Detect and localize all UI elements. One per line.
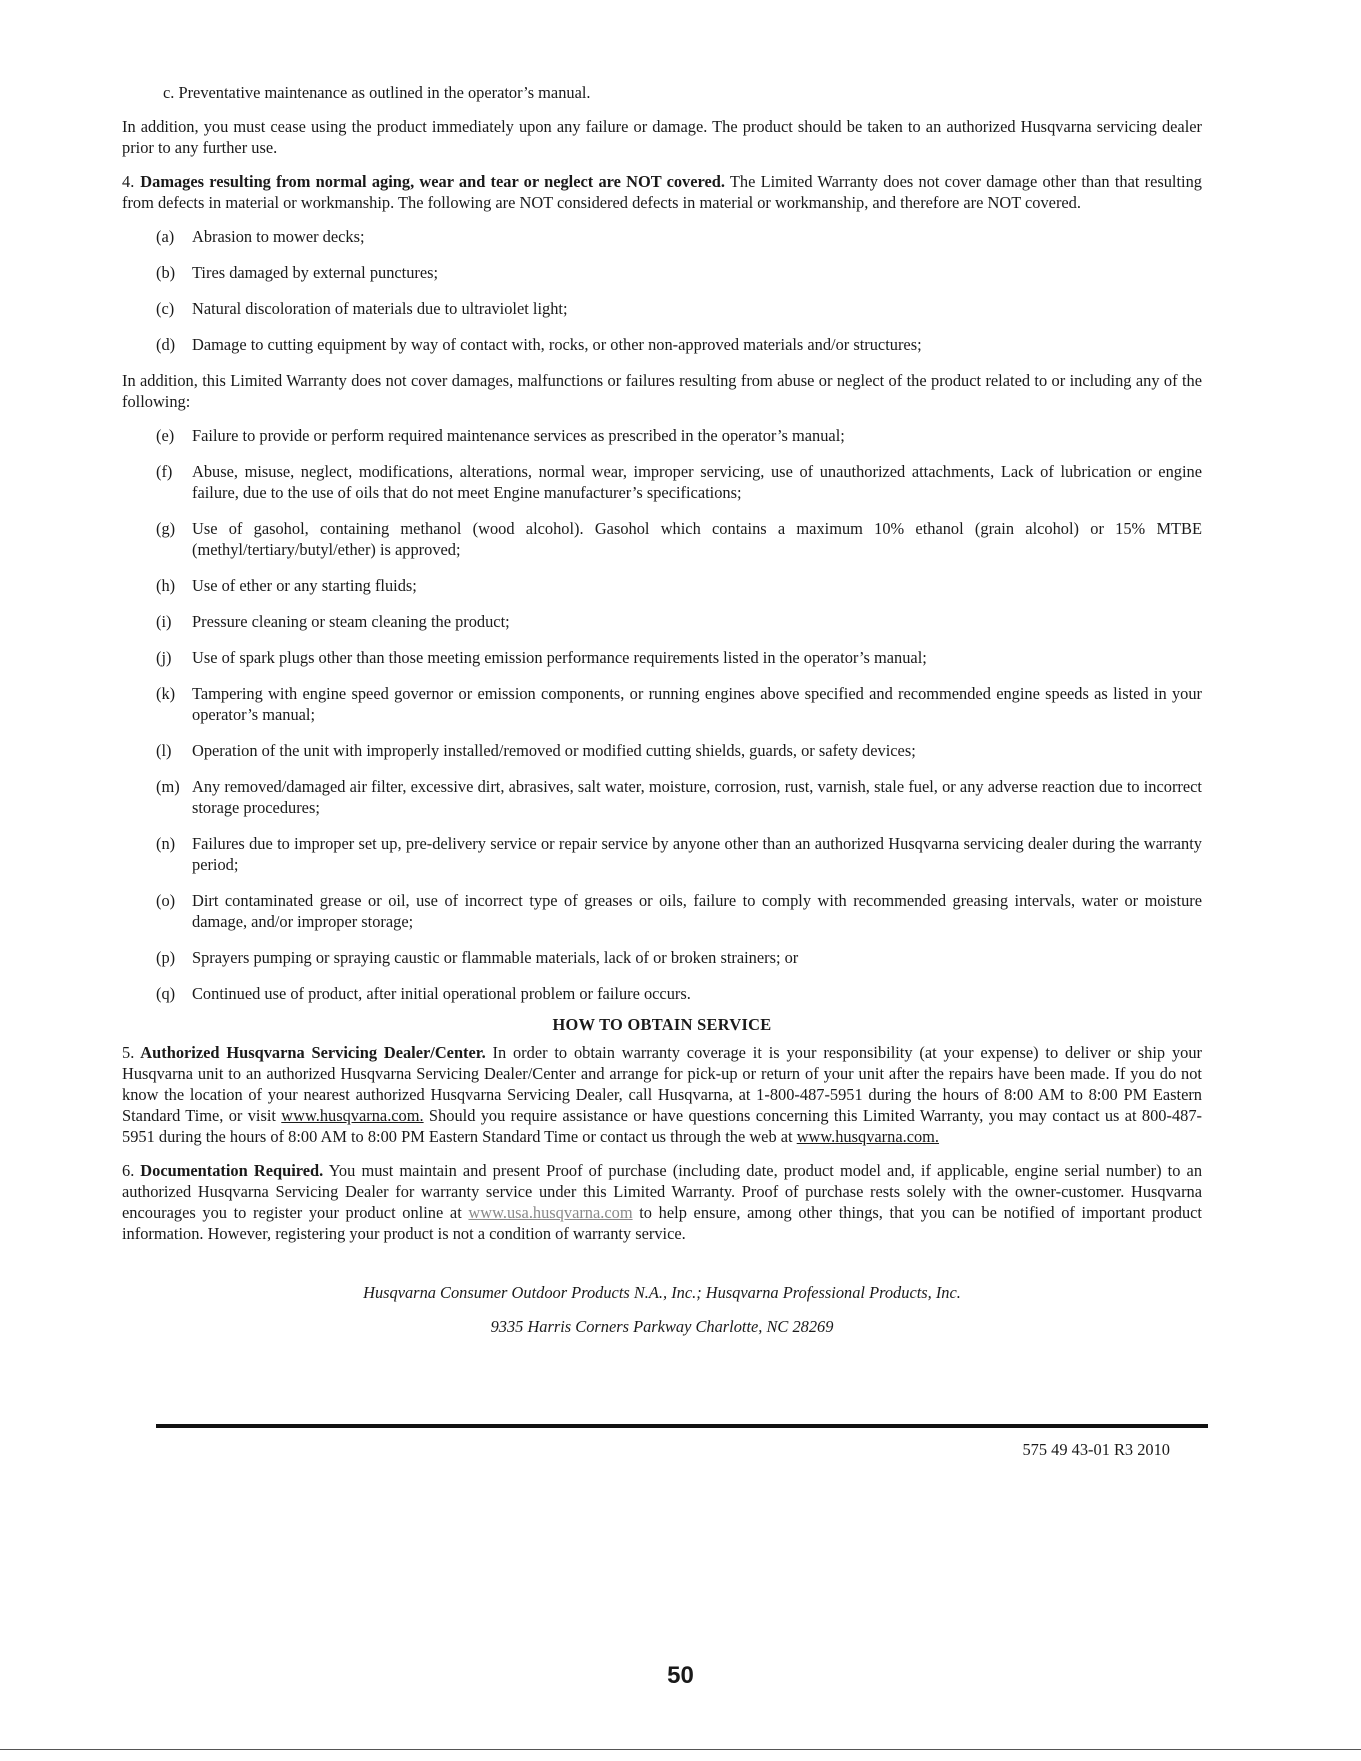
section-5-number: 5.: [122, 1043, 135, 1062]
list-letter: (q): [156, 984, 176, 1003]
list-item: [156, 647, 1202, 668]
product-registration-link[interactable]: www.usa.husqvarna.com: [468, 1203, 633, 1222]
form-number: 575 49 43-01 R3 2010: [1022, 1440, 1170, 1459]
list-text: Any removed/damaged air filter, excessive dirt, abrasives, salt water, moisture, corrosion, rust, varnish, stale fuel, or any adverse reaction due to incorrect storage procedures;: [192, 777, 1202, 817]
list-item: [156, 983, 1202, 1004]
list-text: Failure to provide or perform required maintenance services as prescribed in the operator’s manual;: [192, 426, 845, 445]
list-text: Use of ether or any starting fluids;: [192, 576, 417, 595]
list-item: [156, 776, 1202, 818]
list-text: Natural discoloration of materials due to ultraviolet light;: [192, 299, 568, 318]
section-6-number: 6.: [122, 1161, 135, 1180]
list-letter: (j): [156, 648, 172, 667]
company-address: 9335 Harris Corners Parkway Charlotte, NC 28269: [490, 1317, 834, 1336]
list-letter: (m): [156, 777, 180, 796]
list-item: [156, 890, 1202, 932]
list-text: Tires damaged by external punctures;: [192, 263, 439, 282]
company-info: [122, 1282, 1202, 1337]
section-5-body-1: In order to obtain warranty coverage it is your responsibility (at your expense) to deliver or ship your Husqvarna unit to an authorized Husqvarna Servicing Dealer/Center and arrange for pick-up or return of your unit after the repairs have been made. If you do not know the location of your nearest authorized Husqvarna Servicing Dealer, call Husqvarna, at 1-800-487-5951 during the hours of 8:00 AM to 8:00 PM Eastern Standard Time, or visit: [122, 1043, 1202, 1125]
list-letter: (g): [156, 519, 176, 538]
list-letter: (d): [156, 335, 176, 354]
section-4-body: The Limited Warranty does not cover damage other than that resulting from defects in material or workmanship. The following are NOT considered defects in material or workmanship, and therefore are NOT covered.: [122, 172, 1202, 212]
list-item: [156, 226, 1202, 247]
list-letter: (e): [156, 426, 175, 445]
list-text: Operation of the unit with improperly installed/removed or modified cutting shields, guards, or safety devices;: [192, 741, 916, 760]
how-to-obtain-service-heading: HOW TO OBTAIN SERVICE: [552, 1015, 772, 1034]
bottom-edge-rule: [0, 1749, 1361, 1750]
page-number: 50: [667, 1662, 694, 1689]
list-text: Sprayers pumping or spraying caustic or flammable materials, lack of or broken strainers; or: [192, 948, 799, 967]
section-6-body-1: You must maintain and present Proof of purchase (including date, product model and, if applicable, engine serial number) to an authorized Husqvarna Servicing Dealer for warranty service under this Limited Warranty. Proof of purchase rests solely with the owner-customer. Husqvarna encourages you to register your product online at: [122, 1161, 1203, 1222]
exclusion-list-b: [122, 425, 1202, 1004]
section-6-body-2: to help ensure, among other things, that you can be notified of important product information. However, registering your product is not a condition of warranty service.: [122, 1203, 1202, 1243]
section-4-heading: Damages resulting from normal aging, wear and tear or neglect are NOT covered.: [140, 172, 725, 191]
list-text: Dirt contaminated grease or oil, use of incorrect type of greases or oils, failure to comply with recommended greasing intervals, water or moisture damage, and/or improper storage;: [192, 891, 1202, 931]
list-text: Abuse, misuse, neglect, modifications, alterations, normal wear, improper servicing, use of unauthorized attachments, Lack of lubrication or engine failure, due to the use of oils that do not meet Engine manufacturer’s specifications;: [192, 462, 1202, 502]
list-text: Damage to cutting equipment by way of contact with, rocks, or other non-approved materials and/or structures;: [192, 335, 922, 354]
section-6-heading: Documentation Required.: [140, 1161, 324, 1180]
list-text: Use of spark plugs other than those meeting emission performance requirements listed in the operator’s manual;: [192, 648, 927, 667]
section-5-heading: Authorized Husqvarna Servicing Dealer/Center.: [140, 1043, 486, 1062]
section-6: [122, 1160, 1202, 1244]
company-names: Husqvarna Consumer Outdoor Products N.A., Inc.; Husqvarna Professional Products, Inc.: [363, 1283, 961, 1302]
intro-item-c: c. Preventative maintenance as outlined in the operator’s manual.: [163, 83, 591, 102]
list-text: Abrasion to mower decks;: [192, 227, 365, 246]
exclusion-list-a: [122, 226, 1202, 355]
list-item: [156, 611, 1202, 632]
list-text: Tampering with engine speed governor or emission components, or running engines above specified and recommended engine speeds as listed in your operator’s manual;: [192, 684, 1202, 724]
section-5: [122, 1042, 1202, 1147]
husqvarna-website-link-2[interactable]: www.husqvarna.com.: [796, 1127, 940, 1146]
list-item: [156, 575, 1202, 596]
list-text: Continued use of product, after initial operational problem or failure occurs.: [192, 984, 691, 1003]
list-letter: (c): [156, 299, 175, 318]
list-item: [156, 334, 1202, 355]
list-letter: (i): [156, 612, 172, 631]
list-item: [156, 298, 1202, 319]
list-item: [156, 461, 1202, 503]
section-5-body-2: Should you require assistance or have questions concerning this Limited Warranty, you may contact us at 800-487-5951 during the hours of 8:00 AM to 8:00 PM Eastern Standard Time or contact us through the web at: [122, 1106, 1202, 1146]
list-text: Failures due to improper set up, pre-delivery service or repair service by anyone other than an authorized Husqvarna servicing dealer during the warranty period;: [192, 834, 1202, 874]
list-item: [156, 833, 1202, 875]
list-letter: (a): [156, 227, 175, 246]
list-letter: (h): [156, 576, 176, 595]
list-item: [156, 518, 1202, 560]
list-item: [156, 683, 1202, 725]
section-4-number: 4.: [122, 172, 135, 191]
warranty-page: [122, 82, 1202, 1350]
list-text: Pressure cleaning or steam cleaning the product;: [192, 612, 510, 631]
list-letter: (l): [156, 741, 172, 760]
list-item: [156, 425, 1202, 446]
list-item: [156, 262, 1202, 283]
list-item: [156, 740, 1202, 761]
list-letter: (n): [156, 834, 176, 853]
list-letter: (b): [156, 263, 176, 282]
section-4-addition: In addition, this Limited Warranty does not cover damages, malfunctions or failures resulting from abuse or neglect of the product related to or including any of the following:: [122, 371, 1202, 411]
intro-addition: In addition, you must cease using the product immediately upon any failure or damage. The product should be taken to an authorized Husqvarna servicing dealer prior to any further use.: [122, 117, 1202, 157]
footer-divider: [156, 1424, 1208, 1428]
list-text: Use of gasohol, containing methanol (wood alcohol). Gasohol which contains a maximum 10% ethanol (grain alcohol) or 15% MTBE (methyl/tertiary/butyl/ether) is approved;: [192, 519, 1202, 559]
husqvarna-website-link[interactable]: www.husqvarna.com.: [281, 1106, 424, 1125]
list-letter: (o): [156, 891, 176, 910]
list-item: [156, 947, 1202, 968]
list-letter: (p): [156, 948, 176, 967]
list-letter: (f): [156, 462, 173, 481]
list-letter: (k): [156, 684, 176, 703]
section-4: [122, 171, 1202, 213]
